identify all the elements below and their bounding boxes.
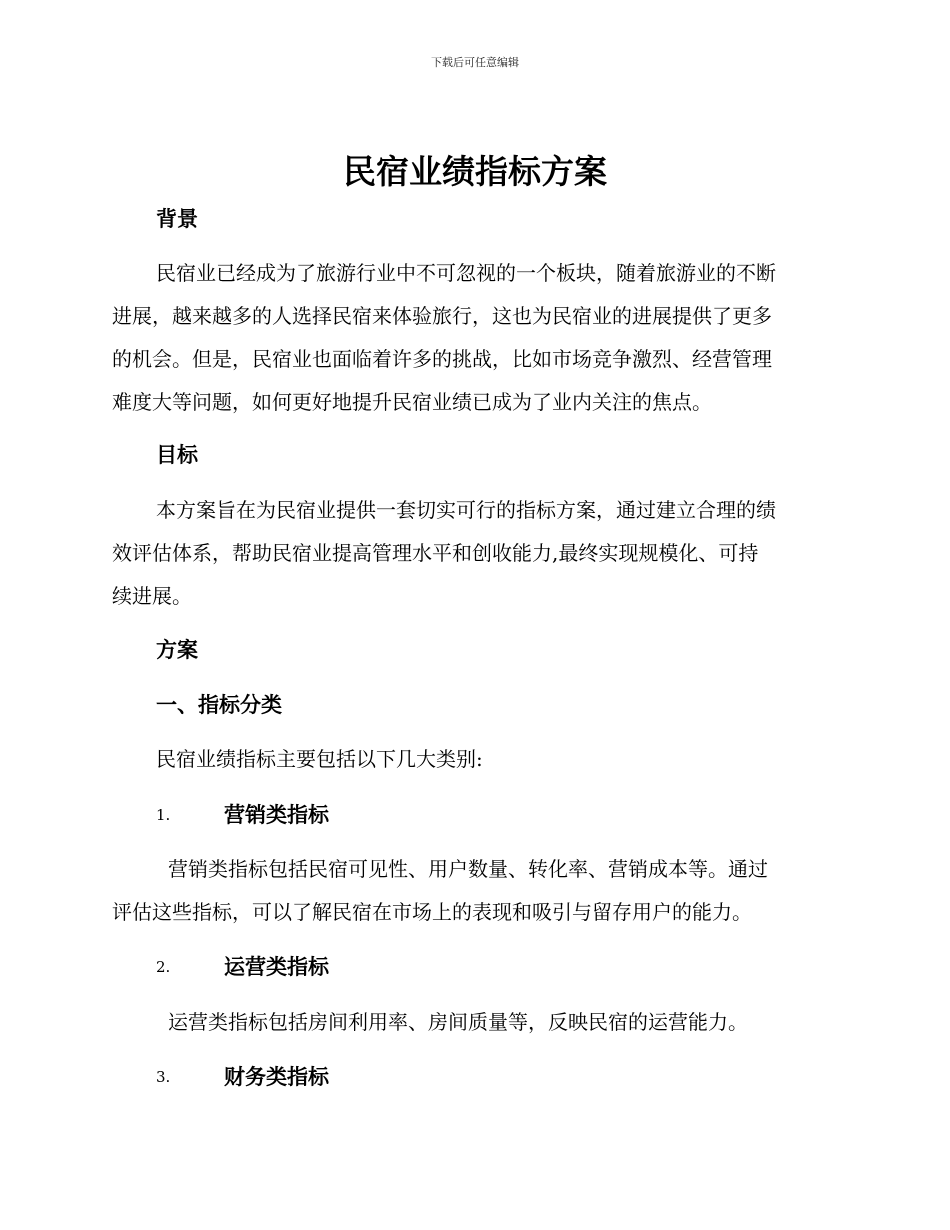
text-line: 营销类指标包括民宿可见性、用户数量、转化率、营销成本等。通过 xyxy=(168,857,768,881)
heading-plan: 方案 xyxy=(156,638,198,662)
list-number: 3. xyxy=(156,1068,171,1086)
text-line: 民宿业已经成为了旅游行业中不可忽视的一个板块，随着旅游业的不断 xyxy=(156,261,776,285)
text-line: 续进展。 xyxy=(112,584,192,608)
text-line: 效评估体系，帮助民宿业提高管理水平和创收能力,最终实现规模化、可持 xyxy=(112,541,759,565)
paragraph-marketing xyxy=(112,848,832,934)
text-line: 评估这些指标，可以了解民宿在市场上的表现和吸引与留存用户的能力。 xyxy=(112,900,752,924)
paragraph-operations xyxy=(112,1001,832,1044)
text-line: 进展，越来越多的人选择民宿来体验旅行，这也为民宿业的进展提供了更多 xyxy=(112,304,772,328)
page-header-note: 下载后可任意编辑 xyxy=(431,56,519,69)
text-line: 运营类指标包括房间利用率、房间质量等，反映民宿的运营能力。 xyxy=(168,1010,748,1034)
text-line: 民宿业绩指标主要包括以下几大类别: xyxy=(156,747,483,771)
heading-background: 背景 xyxy=(156,207,198,231)
list-item-operations xyxy=(156,952,656,982)
document-title: 民宿业绩指标方案 xyxy=(343,152,607,191)
text-line: 的机会。但是，民宿业也面临着许多的挑战，比如市场竞争激烈、经营管理 xyxy=(112,347,772,371)
paragraph-background xyxy=(112,252,832,424)
text-line: 难度大等问题，如何更好地提升民宿业绩已成为了业内关注的焦点。 xyxy=(112,390,712,414)
list-item-label: 运营类指标 xyxy=(224,955,329,979)
list-item-finance xyxy=(156,1062,656,1092)
list-item-label: 财务类指标 xyxy=(224,1065,329,1089)
heading-goal: 目标 xyxy=(156,443,198,467)
paragraph-plan-intro xyxy=(112,738,832,781)
list-item-label: 营销类指标 xyxy=(224,803,329,827)
subheading-indicator-categories: 一、指标分类 xyxy=(156,693,282,717)
text-line: 本方案旨在为民宿业提供一套切实可行的指标方案，通过建立合理的绩 xyxy=(156,498,776,522)
list-number: 1. xyxy=(156,806,171,824)
list-number: 2. xyxy=(156,958,171,976)
list-item-marketing xyxy=(156,800,656,830)
paragraph-goal xyxy=(112,489,832,618)
